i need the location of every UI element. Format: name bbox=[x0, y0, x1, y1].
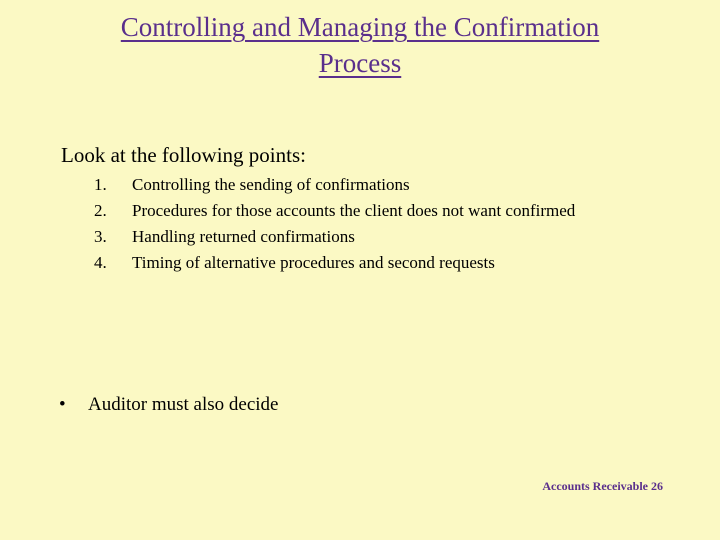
list-item-text: Timing of alternative procedures and second requests bbox=[132, 253, 495, 272]
list-item-number: 1. bbox=[94, 175, 107, 194]
intro-text: Look at the following points: bbox=[61, 143, 306, 167]
list-item bbox=[94, 172, 575, 198]
bullet-point bbox=[59, 393, 279, 417]
slide-title bbox=[60, 9, 660, 81]
slide-title-line-1: Controlling and Managing the Confirmation bbox=[120, 12, 600, 42]
bullet-text: Auditor must also decide bbox=[88, 394, 279, 415]
slide-title-line-2: Process bbox=[318, 48, 402, 78]
list-item-text: Controlling the sending of confirmations bbox=[132, 175, 410, 194]
list-item bbox=[94, 198, 575, 224]
list-item-text: Handling returned confirmations bbox=[132, 227, 355, 246]
slide-footer: Accounts Receivable 26 bbox=[542, 479, 663, 493]
list-item-number: 3. bbox=[94, 227, 107, 246]
list-item bbox=[94, 250, 575, 276]
numbered-list bbox=[94, 172, 575, 276]
list-item-number: 4. bbox=[94, 253, 107, 272]
list-item-text: Procedures for those accounts the client does not want confirmed bbox=[132, 201, 576, 220]
bullet-icon: • bbox=[59, 394, 66, 415]
list-item bbox=[94, 224, 575, 250]
list-item-number: 2. bbox=[94, 201, 107, 220]
